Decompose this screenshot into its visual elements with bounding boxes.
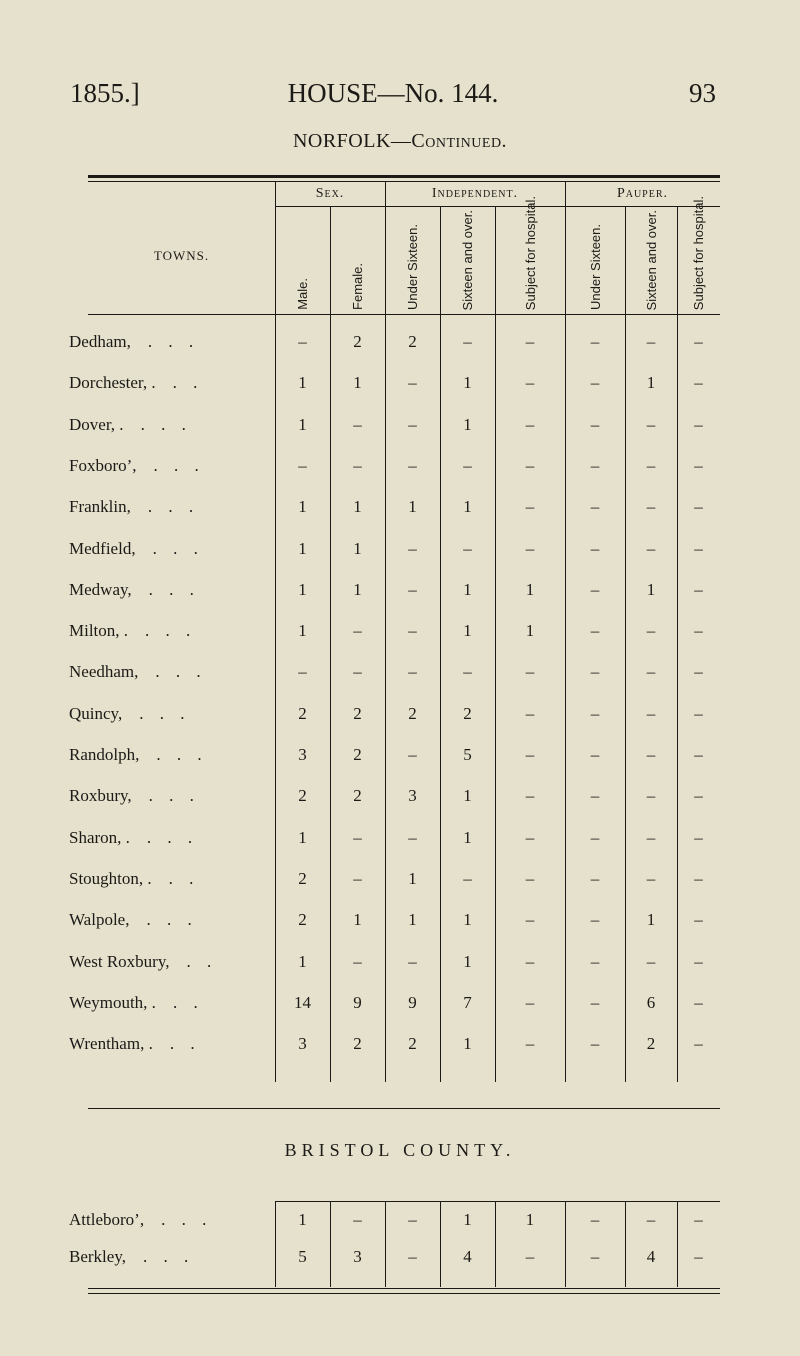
table-cell: 5 <box>463 745 472 764</box>
table-cell: 2 <box>408 1034 417 1054</box>
table-cell: – <box>694 786 703 806</box>
town-name <box>69 580 200 600</box>
leader-dots: . . . <box>161 1210 213 1229</box>
column-header-label: Sixteen and over. <box>460 209 475 310</box>
leader-dots: . . . <box>156 745 208 764</box>
table-cell: 3 <box>408 786 417 806</box>
table-cell: – <box>646 827 656 847</box>
table-cell: 1 <box>298 579 307 599</box>
table-cell: 1 <box>646 910 656 930</box>
table-cell: – <box>353 951 362 971</box>
table-row <box>0 993 800 1033</box>
table-cell: – <box>408 538 417 558</box>
table-cell: 1 <box>525 579 535 599</box>
leader-dots: . . . <box>147 332 200 351</box>
table-cell: 1 <box>353 910 362 930</box>
table-cell: 3 <box>298 1034 307 1054</box>
table-row <box>0 910 800 950</box>
column-header <box>440 209 495 310</box>
table-cell: – <box>463 455 472 475</box>
table-row <box>0 539 800 579</box>
table-cell: – <box>525 703 535 723</box>
town-label: Dorchester, . <box>69 373 156 393</box>
header-document: HOUSE—No. 144. <box>287 78 499 108</box>
leader-dots: . . <box>172 992 204 1012</box>
table-row <box>0 1034 800 1074</box>
leader-dots: . . . <box>145 621 197 641</box>
table-cell: 2 <box>408 332 417 351</box>
table-cell: – <box>408 621 417 641</box>
leader-dots: . . . <box>142 1247 195 1266</box>
table-cell: – <box>590 1210 600 1229</box>
table-cell: – <box>694 332 703 351</box>
table-cell: – <box>525 497 535 517</box>
table-cell: – <box>646 786 656 806</box>
table-cell: 1 <box>353 579 362 599</box>
table-cell: – <box>590 786 600 806</box>
town-label: Roxbury, <box>69 786 132 806</box>
town-name <box>69 1034 201 1054</box>
table-cell: – <box>463 332 472 351</box>
table-cell: – <box>646 662 656 682</box>
leader-dots: . . <box>169 1034 201 1054</box>
table-cell: 1 <box>463 373 472 393</box>
table-cell: – <box>525 827 535 847</box>
bristol-end-rule-thin <box>88 1293 720 1294</box>
table-cell: 1 <box>298 538 307 558</box>
column-header-label: Male. <box>295 278 310 310</box>
table-cell: 1 <box>646 579 656 599</box>
town-label: Randolph, <box>69 745 140 764</box>
table-cell: – <box>590 868 600 888</box>
table-row <box>0 373 800 413</box>
table-cell: – <box>408 1247 417 1266</box>
group-sex: Sex. <box>315 186 345 201</box>
table-cell: – <box>525 951 535 971</box>
table-cell: 1 <box>408 868 417 888</box>
leader-dots: . . . <box>147 497 200 517</box>
leader-dots: . . <box>168 868 200 888</box>
town-name <box>69 1247 194 1267</box>
table-cell: – <box>353 455 362 475</box>
table-cell: – <box>590 827 600 847</box>
table-cell: – <box>694 414 703 434</box>
table-cell: 1 <box>463 910 472 930</box>
table-cell: – <box>408 951 417 971</box>
table-cell: 2 <box>353 703 362 723</box>
leader-dots: . . . <box>146 910 198 930</box>
table-cell: 1 <box>408 910 417 930</box>
table-cell: 1 <box>463 414 472 434</box>
table-cell: – <box>408 414 417 434</box>
table-cell: – <box>525 910 535 930</box>
table-cell: 2 <box>353 745 362 764</box>
table-cell: 2 <box>408 703 417 723</box>
town-label: Attleboro’, <box>69 1210 145 1229</box>
table-cell: – <box>353 827 362 847</box>
table-cell: 1 <box>298 621 307 641</box>
table-row <box>0 497 800 537</box>
table-cell: – <box>646 703 656 723</box>
group-pauper: Pauper. <box>616 186 669 201</box>
table-row <box>0 952 800 992</box>
page-subtitle <box>0 130 800 153</box>
table-cell: 1 <box>463 1034 472 1054</box>
column-header-label: Subject for hospital. <box>691 195 706 310</box>
town-label: Medfield, <box>69 538 136 558</box>
table-cell: – <box>646 745 656 764</box>
table-cell: – <box>525 332 535 351</box>
table-cell: 1 <box>353 538 362 558</box>
table-cell: 1 <box>298 414 307 434</box>
table-cell: – <box>646 332 656 351</box>
column-header <box>330 212 385 310</box>
table-cell: – <box>353 1210 362 1229</box>
leader-dots: . . . <box>140 414 192 434</box>
column-header <box>565 212 625 310</box>
table-cell: – <box>463 662 472 682</box>
table-cell: 1 <box>463 827 472 847</box>
table-cell: 2 <box>353 786 362 806</box>
leader-dots: . . <box>172 373 204 393</box>
table-cell: – <box>525 662 535 682</box>
table-cell: – <box>463 538 472 558</box>
table-cell: 1 <box>298 497 307 517</box>
town-label: Berkley, <box>69 1247 126 1266</box>
table-cell: – <box>590 703 600 723</box>
table-cell: – <box>353 414 362 434</box>
leader-dots: . . . <box>148 786 200 806</box>
table-top-rule-thin <box>88 181 720 182</box>
town-label: Milton, . <box>69 621 129 641</box>
table-cell: 1 <box>525 621 535 641</box>
town-name <box>69 993 204 1013</box>
table-cell: – <box>646 538 656 558</box>
town-label: Medway, <box>69 579 132 599</box>
town-name <box>69 704 190 724</box>
table-cell: – <box>525 868 535 888</box>
table-cell: 1 <box>525 1210 535 1229</box>
town-label: Dover, . <box>69 414 124 434</box>
table-cell: – <box>694 827 703 847</box>
header-page-number: 93 <box>689 78 716 108</box>
table-cell: – <box>408 662 417 682</box>
town-name <box>69 415 192 435</box>
table-cell: – <box>694 910 703 930</box>
town-label: Foxboro’, <box>69 455 137 475</box>
leader-dots: . . . <box>153 455 205 475</box>
table-cell: – <box>590 373 600 393</box>
bristol-county-title: BRISTOL COUNTY. <box>284 1140 516 1160</box>
table-cell: – <box>525 414 535 434</box>
town-name <box>69 786 200 806</box>
table-cell: 1 <box>463 786 472 806</box>
table-cell: – <box>694 1210 703 1229</box>
table-row <box>0 415 800 455</box>
table-cell: 3 <box>353 1247 362 1266</box>
table-cell: 1 <box>298 1210 307 1229</box>
subtitle-main: NORFOLK— <box>292 130 412 152</box>
table-cell: – <box>694 1247 703 1266</box>
town-name <box>69 539 204 559</box>
table-cell: – <box>694 745 703 764</box>
table-cell: 9 <box>408 992 417 1012</box>
norfolk-end-rule <box>88 1108 720 1109</box>
table-cell: – <box>590 414 600 434</box>
table-cell: – <box>298 662 307 682</box>
table-cell: – <box>694 1034 703 1054</box>
town-label: Wrentham, . <box>69 1034 153 1054</box>
town-label: Weymouth, . <box>69 992 156 1012</box>
table-cell: 5 <box>298 1247 307 1266</box>
towns-column-header: TOWNS. <box>153 248 210 263</box>
column-header-label: Under Sixteen. <box>587 224 603 310</box>
table-cell: 1 <box>298 827 307 847</box>
table-cell: – <box>590 992 600 1012</box>
leader-dots: . . . <box>148 579 200 599</box>
table-cell: 1 <box>353 497 362 517</box>
table-cell: 7 <box>463 992 472 1012</box>
table-cell: – <box>298 455 307 475</box>
table-cell: 1 <box>463 1210 472 1229</box>
table-cell: – <box>694 373 703 393</box>
table-cell: – <box>694 951 703 971</box>
subtitle-continued: Continued. <box>411 130 508 152</box>
table-row <box>0 869 800 909</box>
town-name <box>69 332 199 352</box>
table-cell: 4 <box>646 1247 656 1266</box>
table-cell: – <box>590 951 600 971</box>
column-header <box>385 212 440 310</box>
table-cell: 14 <box>294 992 311 1012</box>
table-cell: – <box>590 910 600 930</box>
town-name <box>69 910 198 930</box>
table-row <box>0 1210 800 1250</box>
table-cell: – <box>590 497 600 517</box>
town-name <box>69 456 205 476</box>
column-header <box>495 195 565 310</box>
table-row <box>0 828 800 868</box>
table-cell: – <box>525 1034 535 1054</box>
leader-dots: . . . <box>152 538 204 558</box>
table-cell: 2 <box>298 868 307 888</box>
table-cell: 6 <box>646 992 656 1012</box>
group-independent: Independent. <box>431 186 519 201</box>
table-cell: 1 <box>353 373 362 393</box>
table-cell: 1 <box>463 497 472 517</box>
leader-dots: . . . <box>155 662 207 682</box>
table-cell: 2 <box>463 703 472 723</box>
table-row <box>0 332 800 372</box>
table-cell: – <box>590 1247 600 1266</box>
table-cell: – <box>646 621 656 641</box>
table-cell: 2 <box>353 1034 362 1054</box>
leader-dots: . . <box>186 951 218 971</box>
town-name <box>69 828 198 848</box>
table-cell: 4 <box>463 1247 472 1266</box>
town-label: Quincy, <box>69 703 123 723</box>
table-cell: 1 <box>463 621 472 641</box>
town-name <box>69 662 207 682</box>
table-cell: – <box>408 1210 417 1229</box>
table-cell: – <box>525 745 535 764</box>
table-cell: 9 <box>353 992 362 1012</box>
table-cell: – <box>463 868 472 888</box>
table-cell: – <box>694 703 703 723</box>
town-label: Walpole, <box>69 910 130 930</box>
table-cell: – <box>298 332 307 351</box>
bristol-top-rule <box>275 1201 720 1202</box>
town-name <box>69 373 203 393</box>
table-cell: – <box>525 455 535 475</box>
table-cell: – <box>590 662 600 682</box>
table-cell: 1 <box>646 373 656 393</box>
table-cell: 2 <box>646 1034 656 1054</box>
table-cell: – <box>408 455 417 475</box>
table-cell: 2 <box>298 703 307 723</box>
table-cell: – <box>694 455 703 475</box>
town-name <box>69 745 208 765</box>
table-cell: 1 <box>463 951 472 971</box>
table-cell: – <box>646 868 656 888</box>
town-name <box>69 869 199 889</box>
column-header-label: Under Sixteen. <box>405 224 420 310</box>
column-header <box>625 209 677 310</box>
table-row <box>0 456 800 496</box>
town-label: West Roxbury, <box>69 951 170 971</box>
table-cell: – <box>353 662 362 682</box>
town-label: Needham, <box>69 662 139 682</box>
table-cell: – <box>525 373 535 393</box>
town-label: Dedham, <box>69 332 131 351</box>
column-header-label: Female. <box>350 263 365 310</box>
column-header <box>275 212 330 310</box>
table-cell: – <box>525 1247 535 1266</box>
table-cell: – <box>408 373 417 393</box>
table-cell: 3 <box>298 745 307 764</box>
table-cell: – <box>646 1210 656 1229</box>
town-name <box>69 621 196 641</box>
table-cell: – <box>694 579 703 599</box>
town-label: Sharon, . <box>69 827 130 847</box>
table-cell: – <box>646 455 656 475</box>
table-cell: – <box>590 1034 600 1054</box>
table-cell: – <box>646 951 656 971</box>
header-year: 1855.] <box>70 78 140 108</box>
table-cell: – <box>590 745 600 764</box>
table-cell: – <box>694 497 703 517</box>
table-row <box>0 704 800 744</box>
column-header <box>677 195 720 310</box>
table-cell: – <box>525 992 535 1012</box>
table-cell: – <box>408 579 417 599</box>
table-row <box>0 662 800 702</box>
table-top-rule <box>88 175 720 178</box>
town-label: Stoughton, . <box>69 868 152 888</box>
table-cell: 2 <box>298 786 307 806</box>
table-cell: – <box>590 621 600 641</box>
table-cell: – <box>694 992 703 1012</box>
town-name <box>69 1210 212 1230</box>
town-name <box>69 952 217 972</box>
page-header <box>70 78 716 112</box>
town-label: Franklin, <box>69 497 131 517</box>
leader-dots: . . . <box>139 703 191 723</box>
table-cell: – <box>525 538 535 558</box>
table-cell: – <box>525 786 535 806</box>
table-cell: – <box>590 538 600 558</box>
table-row <box>0 580 800 620</box>
group-header-rule <box>275 206 720 207</box>
table-cell: – <box>694 868 703 888</box>
table-row <box>0 1247 800 1287</box>
table-cell: – <box>590 332 600 351</box>
table-row <box>0 786 800 826</box>
table-cell: – <box>694 662 703 682</box>
table-cell: – <box>694 621 703 641</box>
column-header-label: Subject for hospital. <box>522 195 538 310</box>
table-cell: – <box>646 414 656 434</box>
table-cell: – <box>408 827 417 847</box>
table-cell: – <box>694 538 703 558</box>
table-cell: – <box>408 745 417 764</box>
leader-dots: . . . <box>146 827 199 847</box>
table-row <box>0 745 800 785</box>
table-cell: 1 <box>463 579 472 599</box>
table-cell: 1 <box>298 951 307 971</box>
table-cell: – <box>353 868 362 888</box>
table-cell: 1 <box>408 497 417 517</box>
town-name <box>69 497 199 517</box>
table-cell: – <box>646 497 656 517</box>
table-cell: – <box>590 579 600 599</box>
table-cell: 1 <box>298 373 307 393</box>
table-cell: – <box>353 621 362 641</box>
table-row <box>0 621 800 661</box>
table-cell: 2 <box>353 332 362 351</box>
table-cell: – <box>590 455 600 475</box>
table-cell: 2 <box>298 910 307 930</box>
column-header-label: Sixteen and over. <box>643 209 659 310</box>
bristol-end-rule <box>88 1288 720 1289</box>
